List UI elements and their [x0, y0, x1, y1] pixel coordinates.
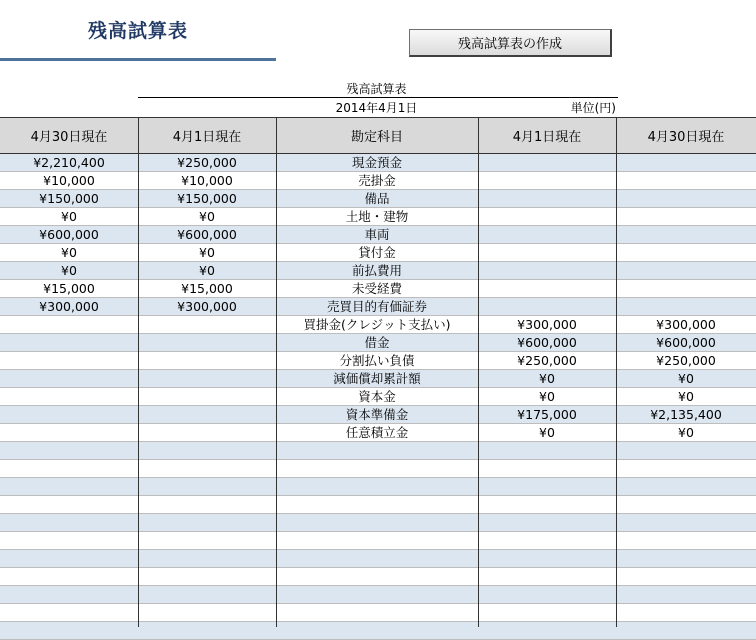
table-row	[0, 604, 756, 622]
cell-apr30-debit[interactable]	[0, 334, 138, 351]
cell-apr30-credit[interactable]: ¥0	[678, 389, 694, 404]
cell-apr1-debit[interactable]	[138, 604, 276, 621]
cell-account[interactable]: 借金	[364, 335, 390, 350]
cell-apr1-credit[interactable]: ¥0	[539, 389, 555, 404]
cell-apr1-debit[interactable]	[138, 550, 276, 567]
table-row	[0, 406, 756, 424]
cell-apr30-credit[interactable]	[616, 442, 756, 459]
cell-apr1-credit[interactable]	[478, 262, 616, 279]
cell-apr30-debit[interactable]	[0, 514, 138, 531]
cell-apr30-credit[interactable]: ¥0	[678, 371, 694, 386]
title-underline	[0, 58, 276, 61]
cell-apr1-debit[interactable]: ¥10,000	[181, 173, 233, 188]
header-apr30-credit[interactable]: 4月30日現在	[616, 117, 756, 154]
cell-apr30-debit[interactable]: ¥300,000	[39, 299, 99, 314]
cell-account[interactable]: 資本準備金	[345, 407, 409, 422]
cell-apr30-credit[interactable]	[616, 298, 756, 315]
cell-apr1-credit[interactable]	[478, 496, 616, 513]
cell-apr30-credit[interactable]	[616, 226, 756, 243]
header-account[interactable]: 勘定科目	[276, 117, 478, 154]
cell-apr1-debit[interactable]	[138, 316, 276, 333]
table-row	[0, 244, 756, 262]
cell-apr1-debit[interactable]	[138, 496, 276, 513]
cell-apr30-credit[interactable]	[616, 478, 756, 495]
cell-apr30-debit[interactable]	[0, 496, 138, 513]
column-divider	[276, 117, 277, 627]
cell-apr30-credit[interactable]	[616, 280, 756, 297]
header-apr1-credit[interactable]: 4月1日現在	[478, 117, 616, 154]
cell-apr1-credit[interactable]	[478, 154, 616, 171]
page-title: 残高試算表	[87, 20, 188, 42]
cell-apr1-debit[interactable]	[138, 586, 276, 603]
cell-apr30-credit[interactable]	[616, 496, 756, 513]
cell-account[interactable]: 資本金	[358, 389, 396, 404]
cell-apr1-credit[interactable]	[478, 226, 616, 243]
cell-apr30-credit[interactable]: ¥250,000	[656, 353, 716, 368]
cell-apr30-debit[interactable]	[0, 478, 138, 495]
table-row	[0, 280, 756, 298]
report-title: 残高試算表	[346, 82, 407, 96]
cell-apr30-debit[interactable]	[0, 550, 138, 567]
cell-apr30-debit[interactable]: ¥15,000	[43, 281, 95, 296]
table-row	[0, 298, 756, 316]
cell-apr30-credit[interactable]	[616, 586, 756, 603]
cell-apr30-debit[interactable]	[0, 316, 138, 333]
cell-apr30-credit[interactable]	[616, 460, 756, 477]
cell-apr1-debit[interactable]	[138, 406, 276, 423]
cell-apr30-credit[interactable]	[616, 172, 756, 189]
table-row	[0, 478, 756, 496]
cell-apr30-credit[interactable]: ¥2,135,400	[650, 407, 722, 422]
cell-apr1-credit[interactable]	[478, 244, 616, 261]
cell-apr30-debit[interactable]: ¥0	[61, 245, 77, 260]
cell-apr1-credit[interactable]	[478, 568, 616, 585]
cell-apr30-debit[interactable]	[0, 424, 138, 441]
cell-apr30-debit[interactable]: ¥600,000	[39, 227, 99, 242]
cell-apr30-credit[interactable]	[616, 190, 756, 207]
cell-apr30-debit[interactable]	[0, 442, 138, 459]
header-apr1-debit[interactable]: 4月1日現在	[138, 117, 276, 154]
cell-account[interactable]: 売買目的有価証券	[326, 299, 427, 314]
cell-apr30-credit[interactable]	[616, 568, 756, 585]
cell-account[interactable]	[276, 604, 478, 621]
cell-account[interactable]: 分割払い負債	[339, 353, 415, 368]
cell-apr1-credit[interactable]	[478, 550, 616, 567]
cell-apr1-debit[interactable]: ¥600,000	[177, 227, 237, 242]
table-row	[0, 496, 756, 514]
table-row	[0, 226, 756, 244]
cell-apr30-credit[interactable]	[616, 208, 756, 225]
cell-apr1-debit[interactable]	[138, 442, 276, 459]
cell-apr1-debit[interactable]	[138, 334, 276, 351]
cell-apr1-debit[interactable]	[138, 352, 276, 369]
cell-account[interactable]: 車両	[364, 227, 390, 242]
cell-apr1-credit[interactable]: ¥175,000	[517, 407, 577, 422]
cell-apr1-debit[interactable]	[138, 532, 276, 549]
table-row	[0, 550, 756, 568]
cell-apr1-credit[interactable]	[478, 190, 616, 207]
cell-account[interactable]: 減価償却累計額	[333, 371, 421, 386]
cell-apr1-credit[interactable]	[478, 622, 616, 639]
cell-account[interactable]: 前払費用	[351, 263, 402, 278]
cell-account[interactable]: 任意積立金	[345, 425, 409, 440]
create-trial-balance-button[interactable]: 残高試算表の作成	[409, 29, 612, 57]
cell-account[interactable]	[276, 622, 478, 639]
cell-account[interactable]	[276, 550, 478, 567]
cell-account[interactable]: 現金預金	[351, 155, 402, 170]
report-unit: 単位(円)	[570, 101, 616, 115]
cell-account[interactable]: 貸付金	[358, 245, 396, 260]
table-row	[0, 370, 756, 388]
column-divider	[478, 117, 479, 627]
cell-apr30-debit[interactable]	[0, 388, 138, 405]
header-apr30-debit[interactable]: 4月30日現在	[0, 117, 138, 154]
cell-apr1-credit[interactable]	[478, 442, 616, 459]
cell-apr1-debit[interactable]	[138, 514, 276, 531]
cell-apr1-debit[interactable]: ¥0	[199, 263, 215, 278]
table-row	[0, 154, 756, 172]
cell-apr1-credit[interactable]	[478, 586, 616, 603]
cell-apr1-debit[interactable]: ¥15,000	[181, 281, 233, 296]
cell-apr30-credit[interactable]	[616, 154, 756, 171]
cell-apr30-debit[interactable]	[0, 586, 138, 603]
cell-account[interactable]	[276, 568, 478, 585]
table-row	[0, 622, 756, 640]
cell-apr1-debit[interactable]	[138, 568, 276, 585]
cell-apr1-credit[interactable]: ¥250,000	[517, 353, 577, 368]
cell-apr30-debit[interactable]: ¥2,210,400	[33, 155, 105, 170]
cell-apr1-debit[interactable]: ¥0	[199, 209, 215, 224]
cell-apr30-debit[interactable]	[0, 370, 138, 387]
table-row	[0, 442, 756, 460]
cell-apr30-debit[interactable]	[0, 532, 138, 549]
column-divider	[616, 117, 617, 627]
cell-apr1-credit[interactable]	[478, 478, 616, 495]
cell-apr30-debit[interactable]: ¥0	[61, 209, 77, 224]
cell-apr1-debit[interactable]	[138, 388, 276, 405]
cell-apr1-debit[interactable]	[138, 370, 276, 387]
header-top-border	[0, 117, 756, 118]
table-row	[0, 460, 756, 478]
table-row	[0, 586, 756, 604]
table-row	[0, 424, 756, 442]
cell-apr30-credit[interactable]: ¥600,000	[656, 335, 716, 350]
cell-apr30-credit[interactable]	[616, 262, 756, 279]
cell-apr30-debit[interactable]: ¥10,000	[43, 173, 95, 188]
column-divider	[138, 117, 139, 627]
table-row	[0, 190, 756, 208]
cell-account[interactable]	[276, 460, 478, 477]
cell-apr30-debit[interactable]	[0, 352, 138, 369]
table-row	[0, 568, 756, 586]
cell-apr30-credit[interactable]	[616, 550, 756, 567]
cell-apr30-credit[interactable]	[616, 604, 756, 621]
cell-account[interactable]: 買掛金(クレジット支払い)	[303, 317, 451, 332]
cell-apr1-credit[interactable]: ¥600,000	[517, 335, 577, 350]
cell-apr30-credit[interactable]	[616, 244, 756, 261]
cell-apr1-debit[interactable]: ¥250,000	[177, 155, 237, 170]
table-row	[0, 172, 756, 190]
cell-apr30-debit[interactable]	[0, 604, 138, 621]
cell-apr1-credit[interactable]	[478, 208, 616, 225]
cell-apr1-credit[interactable]	[478, 604, 616, 621]
cell-apr1-debit[interactable]	[138, 460, 276, 477]
report-date: 2014年4月1日	[335, 101, 418, 115]
cell-apr1-debit[interactable]	[138, 424, 276, 441]
table-row	[0, 262, 756, 280]
cell-apr1-credit[interactable]: ¥300,000	[517, 317, 577, 332]
cell-apr30-credit[interactable]	[616, 532, 756, 549]
cell-account[interactable]	[276, 442, 478, 459]
cell-apr1-credit[interactable]	[478, 460, 616, 477]
cell-apr30-credit[interactable]	[616, 622, 756, 639]
table-row	[0, 208, 756, 226]
cell-apr1-credit[interactable]: ¥0	[539, 371, 555, 386]
cell-apr1-debit[interactable]	[138, 622, 276, 639]
table-row	[0, 334, 756, 352]
trial-balance-grid	[0, 154, 756, 640]
table-row	[0, 514, 756, 532]
table-row	[0, 532, 756, 550]
table-row	[0, 352, 756, 370]
cell-apr30-debit[interactable]: ¥0	[61, 263, 77, 278]
cell-apr1-debit[interactable]: ¥300,000	[177, 299, 237, 314]
cell-account[interactable]	[276, 532, 478, 549]
cell-apr1-credit[interactable]	[478, 532, 616, 549]
cell-apr1-debit[interactable]: ¥0	[199, 245, 215, 260]
cell-account[interactable]	[276, 478, 478, 495]
report-title-rule	[138, 97, 618, 98]
cell-apr30-credit[interactable]: ¥0	[678, 425, 694, 440]
cell-apr1-debit[interactable]	[138, 478, 276, 495]
cell-apr30-debit[interactable]	[0, 568, 138, 585]
cell-account[interactable]: 土地・建物	[345, 209, 409, 224]
cell-apr1-credit[interactable]: ¥0	[539, 425, 555, 440]
cell-apr1-credit[interactable]	[478, 298, 616, 315]
cell-apr1-credit[interactable]	[478, 172, 616, 189]
cell-account[interactable]: 備品	[364, 191, 390, 206]
cell-apr30-credit[interactable]: ¥300,000	[656, 317, 716, 332]
cell-apr30-debit[interactable]	[0, 406, 138, 423]
cell-account[interactable]: 売掛金	[358, 173, 396, 188]
cell-apr30-debit[interactable]: ¥150,000	[39, 191, 99, 206]
table-row	[0, 388, 756, 406]
cell-apr30-debit[interactable]	[0, 622, 138, 639]
cell-apr1-debit[interactable]: ¥150,000	[177, 191, 237, 206]
cell-apr1-credit[interactable]	[478, 514, 616, 531]
cell-account[interactable]	[276, 514, 478, 531]
table-row	[0, 316, 756, 334]
header-bottom-border	[0, 153, 756, 154]
cell-apr30-debit[interactable]	[0, 460, 138, 477]
cell-apr30-credit[interactable]	[616, 514, 756, 531]
cell-apr1-credit[interactable]	[478, 280, 616, 297]
cell-account[interactable]	[276, 586, 478, 603]
cell-account[interactable]	[276, 496, 478, 513]
cell-account[interactable]: 未受経費	[351, 281, 402, 296]
